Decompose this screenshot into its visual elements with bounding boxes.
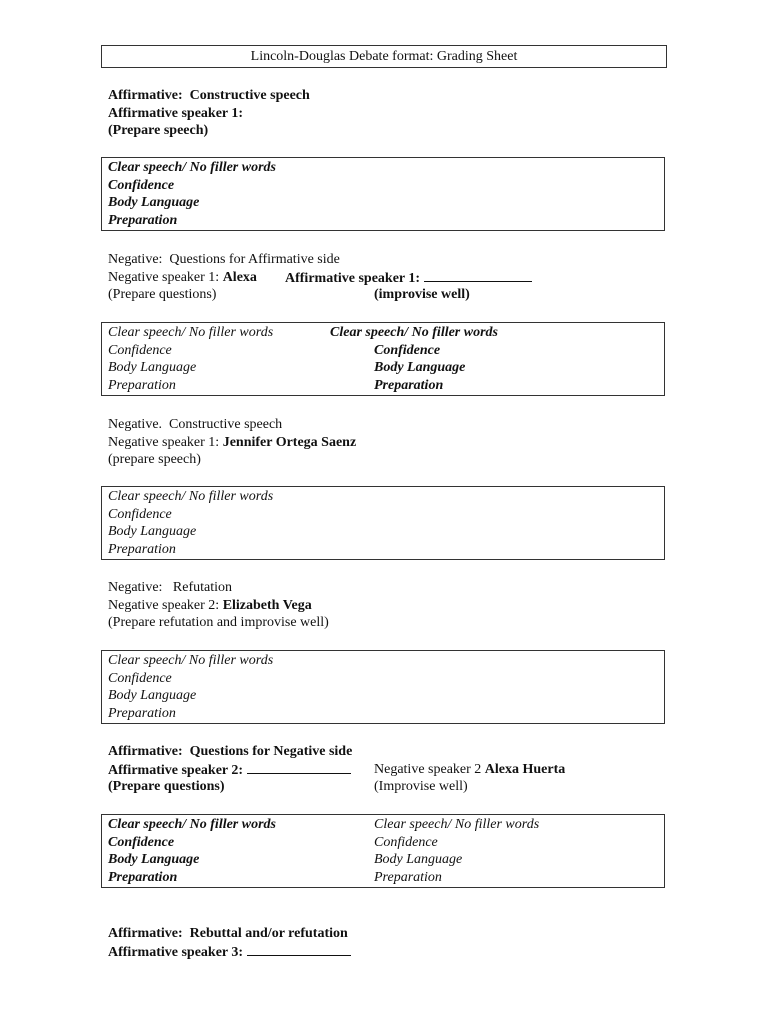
criterion: Clear speech/ No filler words <box>374 817 540 832</box>
section-heading: Negative. Constructive speech <box>108 417 283 432</box>
criterion: Preparation <box>108 212 178 228</box>
criterion: Clear speech/ No filler words <box>108 817 276 832</box>
criteria-box-4 <box>101 650 665 724</box>
criteria-box-3 <box>101 486 665 560</box>
section-heading: Affirmative: Constructive speech <box>108 88 310 103</box>
section-note: (Prepare questions) <box>108 779 225 795</box>
speaker-label: Affirmative speaker 3: <box>108 944 247 960</box>
speaker-name: Jennifer Ortega Saenz <box>222 434 357 450</box>
document-title: Lincoln-Douglas Debate format: Grading Sheet <box>101 45 667 68</box>
section-note: (Prepare speech) <box>108 123 209 139</box>
section-affirmative-questions <box>108 743 352 796</box>
speaker-name: Elizabeth Vega <box>222 597 312 613</box>
criterion: Preparation <box>108 705 176 721</box>
criteria-list <box>108 652 273 722</box>
speaker-label: Negative speaker 1: <box>108 269 223 285</box>
criterion: Clear speech/ No filler words <box>108 653 274 668</box>
criterion: Clear speech/ No filler words <box>108 489 274 504</box>
criterion: Preparation <box>374 377 444 393</box>
criterion: Confidence <box>108 506 172 522</box>
criterion: Clear speech/ No filler words <box>108 325 274 340</box>
criterion: Body Language <box>108 524 197 540</box>
name-blank[interactable] <box>424 269 532 282</box>
criterion: Confidence <box>374 834 438 850</box>
criterion: Preparation <box>108 541 176 557</box>
speaker-line <box>108 597 329 615</box>
criteria-list <box>108 159 276 229</box>
opponent-name: Alexa Huerta <box>484 761 566 777</box>
criterion: Preparation <box>108 377 176 393</box>
criteria-list-negative <box>374 816 539 886</box>
criteria-box-1 <box>101 157 665 231</box>
speaker-label: Affirmative speaker 1: <box>108 105 244 121</box>
criteria-list-affirmative <box>374 342 465 395</box>
criterion: Body Language <box>374 852 463 868</box>
criterion: Confidence <box>108 670 172 686</box>
criterion: Preparation <box>374 869 442 885</box>
name-blank[interactable] <box>247 943 351 956</box>
speaker-line <box>108 761 352 779</box>
criterion: Confidence <box>108 342 172 358</box>
speaker-line <box>108 434 356 452</box>
section-note: (Prepare refutation and improvise well) <box>108 615 329 631</box>
criterion: Preparation <box>108 869 178 885</box>
section-heading: Affirmative: Rebuttal and/or refutation <box>108 926 348 941</box>
opponent-label: Affirmative speaker 1: <box>285 270 424 286</box>
speaker-line <box>108 943 351 961</box>
criterion: Clear speech/ No filler words <box>330 325 498 340</box>
speaker-label: Affirmative speaker 2: <box>108 762 247 778</box>
criteria-list-affirmative <box>108 816 276 886</box>
criterion: Confidence <box>108 177 175 193</box>
opponent-note: (improvise well) <box>374 287 470 303</box>
criteria-box-2 <box>101 322 665 396</box>
opponent-note: (Improvise well) <box>374 779 468 795</box>
criterion: Confidence <box>108 834 175 850</box>
section-heading: Affirmative: Questions for Negative side <box>108 744 353 759</box>
criteria-list <box>108 488 273 558</box>
section-heading: Negative: Refutation <box>108 580 233 595</box>
opponent-label: Negative speaker 2 <box>374 761 485 777</box>
section-note: (Prepare questions) <box>108 287 217 303</box>
criterion: Clear speech/ No filler words <box>108 160 276 175</box>
opponent-line <box>285 269 532 288</box>
section-affirmative-rebuttal <box>108 925 351 960</box>
speaker-label: Negative speaker 2: <box>108 597 223 613</box>
section-negative-constructive <box>108 416 356 469</box>
criterion: Body Language <box>108 360 197 376</box>
criterion: Body Language <box>374 360 466 376</box>
name-blank[interactable] <box>247 761 351 774</box>
section-negative-refutation <box>108 579 329 632</box>
section-heading: Negative: Questions for Affirmative side <box>108 252 340 267</box>
opponent-line <box>374 761 565 779</box>
criterion: Body Language <box>108 195 200 211</box>
criteria-list-affirmative-first <box>330 324 498 342</box>
criteria-box-5 <box>101 814 665 888</box>
criteria-list-negative <box>108 324 273 394</box>
criterion: Confidence <box>374 342 441 358</box>
section-affirmative-constructive <box>108 87 310 140</box>
criterion: Body Language <box>108 852 200 868</box>
speaker-label: Negative speaker 1: <box>108 434 223 450</box>
criterion: Body Language <box>108 688 197 704</box>
section-note: (prepare speech) <box>108 452 201 468</box>
speaker-name: Alexa <box>222 269 257 285</box>
